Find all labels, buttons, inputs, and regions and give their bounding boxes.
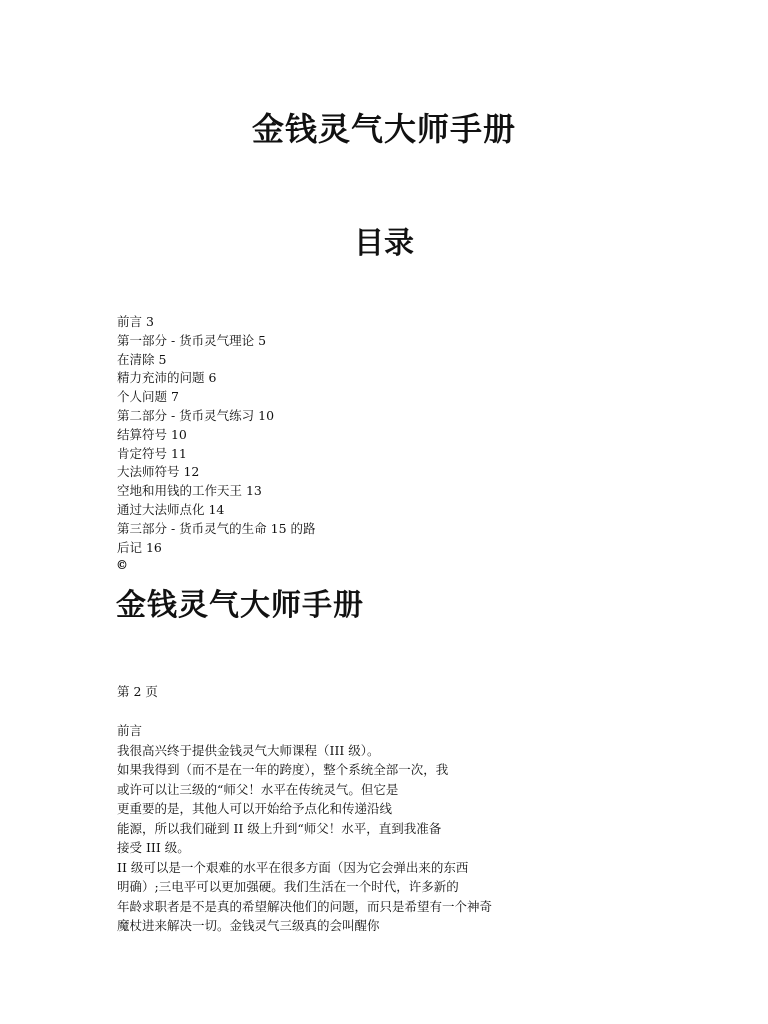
- toc-item: 肯定符号 11: [117, 445, 187, 461]
- paragraph-line: 魔杖进来解决一切。金钱灵气三级真的会叫醒你: [117, 918, 380, 933]
- toc-item: 通过大法师点化 14: [117, 501, 225, 517]
- toc-item: 精力充沛的问题 6: [117, 370, 217, 386]
- paragraph-line: 前言: [117, 723, 143, 738]
- paragraph-line: 我很高兴终于提供金钱灵气大师课程（III 级）。: [117, 742, 380, 758]
- toc-item: 前言 3: [117, 314, 154, 329]
- toc-item: 第一部分 - 货币灵气理论 5: [117, 332, 267, 348]
- toc-item: 后记 16: [117, 539, 162, 555]
- document-title: 金钱灵气大师手册: [251, 110, 516, 148]
- toc-item: 第三部分 - 货币灵气的生命 15 的路: [117, 520, 316, 536]
- body-text: [117, 721, 492, 936]
- toc-item: 个人问题 7: [117, 389, 179, 405]
- toc-item: 大法师符号 12: [117, 464, 200, 480]
- paragraph-line: 明确）;三电平可以更加强硬。我们生活在一个时代，许多新的: [117, 879, 459, 894]
- toc-item: 在清除 5: [117, 351, 167, 367]
- table-of-contents: [117, 313, 316, 557]
- toc-item: 第二部分 - 货币灵气练习 10: [117, 407, 275, 423]
- toc-item: 结算符号 10: [117, 426, 187, 442]
- paragraph-line: 年龄求职者是不是真的希望解决他们的问题，而只是希望有一个神奇: [117, 898, 493, 914]
- paragraph-line: 更重要的是，其他人可以开始给予点化和传递沿线: [117, 801, 393, 816]
- paragraph-line: 如果我得到（而不是在一年的跨度），整个系统全部一次，我: [117, 762, 449, 777]
- toc-item: 空地和用钱的工作天王 13: [117, 483, 262, 499]
- paragraph-line: 或许可以让三级的“师父！水平在传统灵气。但它是: [117, 781, 399, 797]
- toc-heading: 目录: [354, 226, 414, 261]
- page-number: 第 2 页: [117, 684, 158, 699]
- section-title: 金钱灵气大师手册: [116, 588, 364, 623]
- paragraph-line: 能源，所以我们碰到 II 级上升到“师父！水平，直到我准备: [117, 820, 442, 836]
- copyright-symbol: ©: [116, 558, 128, 572]
- paragraph-line: II 级可以是一个艰难的水平在很多方面（因为它会弹出来的东西: [117, 859, 469, 875]
- paragraph-line: 接受 III 级。: [117, 840, 190, 855]
